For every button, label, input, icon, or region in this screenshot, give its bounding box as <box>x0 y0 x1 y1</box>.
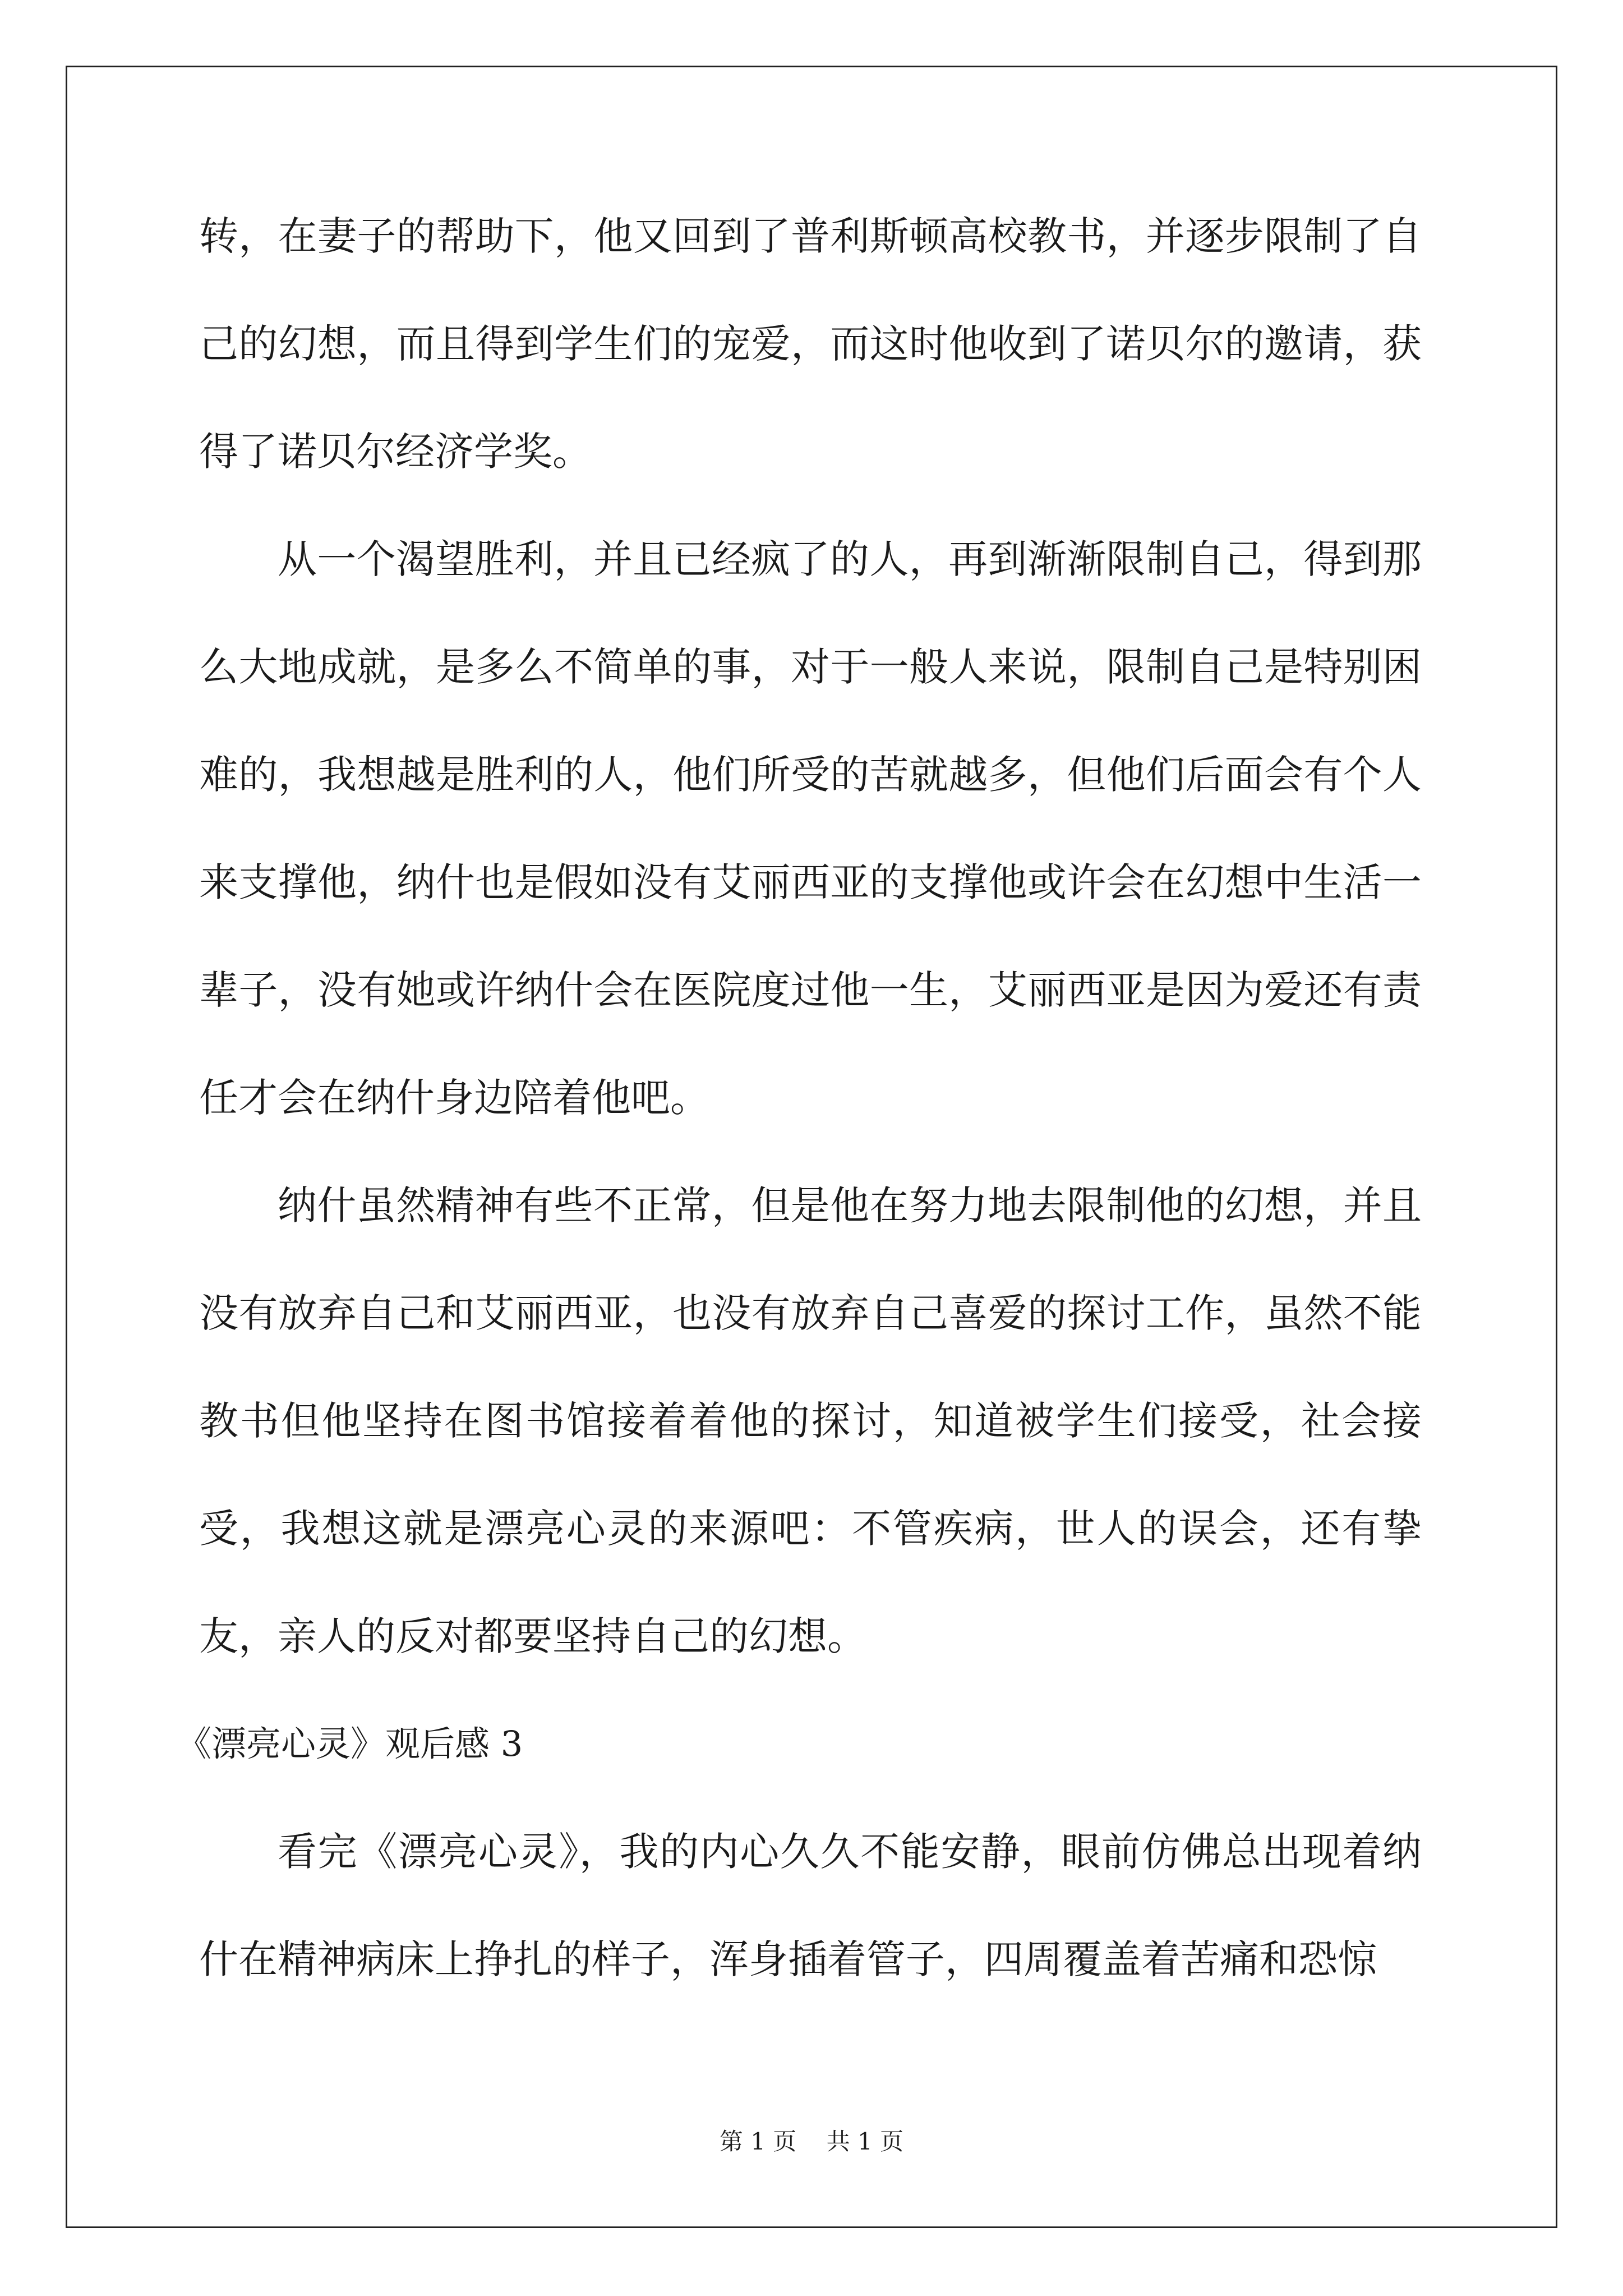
paragraph-2: 从一个渴望胜利，并且已经疯了的人，再到渐渐限制自己，得到那么大地成就，是多么不简单的事，对于一般人来说，限制自己是特别困难的，我想越是胜利的人，他们所受的苦就越多，但他们后面会有个人来支撑他，纳什也是假如没有艾丽西亚的支撑他或许会在幻想中生活一辈子，没有她或许纳什会在医院度过他一生，艾丽西亚是因为爱还有责任才会在纳什身边陪着他吧。 <box>199 536 1422 1121</box>
section-heading: 《漂亮心灵》观后感 3 <box>177 1723 523 1764</box>
page-footer: 第 1 页 共 1 页 <box>719 2128 904 2155</box>
paragraph-1: 转，在妻子的帮助下，他又回到了普利斯顿高校教书，并逐步限制了自己的幻想，而且得到学生们的宠爱，而这时他收到了诺贝尔的邀请，获得了诺贝尔经济学奖。 <box>199 213 1422 475</box>
paragraph-4: 看完《漂亮心灵》，我的内心久久不能安静，眼前仿佛总出现着纳什在精神病床上挣扎的样子，浑身插着管子，四周覆盖着苦痛和恐惊 <box>199 1829 1422 1982</box>
document-body <box>177 182 1422 2013</box>
paragraph-3: 纳什虽然精神有些不正常，但是他在努力地去限制他的幻想，并且没有放弃自己和艾丽西亚，也没有放弃自己喜爱的探讨工作，虽然不能教书但他坚持在图书馆接着着他的探讨，知道被学生们接受，社会接受，我想这就是漂亮心灵的来源吧：不管疾病，世人的误会，还有挚友，亲人的反对都要坚持自己的幻想。 <box>199 1182 1422 1659</box>
